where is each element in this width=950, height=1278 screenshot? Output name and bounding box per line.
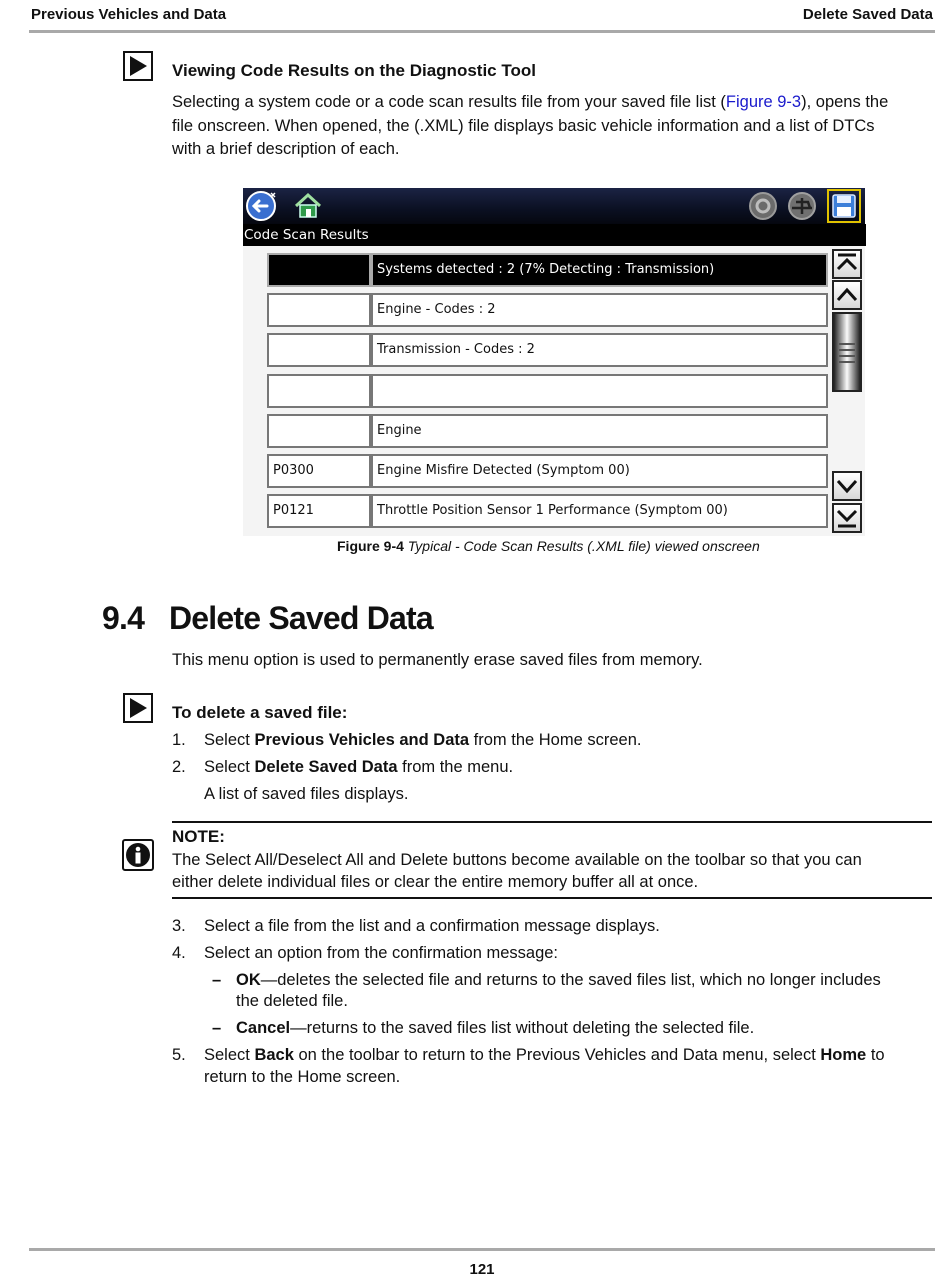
dtc-description-cell: Engine - Codes : 2 (371, 293, 828, 327)
option-name: Cancel (236, 1019, 291, 1037)
para-text: Selecting a system code or a code scan results file from your saved file list ( (172, 93, 726, 111)
step-text: from the menu. (397, 758, 514, 776)
para-text: ), opens the (801, 93, 889, 111)
dtc-code-cell: P0300 (267, 454, 371, 488)
list-item (172, 756, 513, 778)
info-icon (122, 839, 154, 871)
step-result: A list of saved files displays. (204, 785, 409, 803)
section-intro: This menu option is used to permanently erase saved files from memory. (172, 651, 703, 669)
step-text: Select (204, 1046, 255, 1064)
step-number: 1. (172, 731, 186, 749)
section1-paragraph (172, 91, 937, 162)
scrollbar-thumb[interactable] (832, 312, 862, 392)
dash-bullet: – (212, 971, 222, 989)
figure-caption (337, 538, 760, 554)
note-title: NOTE: (172, 827, 225, 846)
option-text: —returns to the saved files list without deleting the selected file. (290, 1019, 755, 1037)
step-text: return to the Home screen. (204, 1068, 401, 1086)
step-text: Select (204, 758, 255, 776)
back-arrow-icon[interactable] (245, 190, 277, 222)
note-text (172, 849, 937, 893)
page-number: 121 (469, 1261, 495, 1278)
dtc-code-cell (267, 414, 371, 448)
dtc-code-cell (267, 253, 371, 287)
step-text: Select (204, 731, 255, 749)
list-item (172, 915, 660, 937)
step-number: 3. (172, 917, 186, 935)
step-bold-text: Previous Vehicles and Data (254, 731, 470, 749)
dtc-description-cell: Systems detected : 2 (7% Detecting : Transmission) (371, 253, 828, 287)
scroll-up-button[interactable] (832, 280, 862, 310)
dtc-code-cell (267, 333, 371, 367)
list-item (172, 942, 558, 964)
option-name: OK (236, 971, 261, 989)
note-line: The Select All/Deselect All and Delete buttons become available on the toolbar so that you can (172, 851, 862, 869)
footer-rule (29, 1248, 935, 1251)
step-text: Select a file from the list and a confirmation message displays. (204, 917, 660, 935)
step-text: from the Home screen. (469, 731, 642, 749)
option-text: —deletes the selected file and returns to the saved files list, which no longer includes (260, 971, 881, 989)
dash-bullet: – (212, 1019, 222, 1037)
dtc-description-cell: Engine (371, 414, 828, 448)
sub-list-item-ok (212, 969, 881, 991)
step-number: 5. (172, 1046, 186, 1064)
settings-icon[interactable] (747, 190, 779, 222)
scroll-top-button[interactable] (832, 249, 862, 279)
step-bold-text: Back (254, 1046, 294, 1064)
running-header-left: Previous Vehicles and Data (31, 6, 227, 23)
vehicle-icon[interactable] (786, 190, 818, 222)
code-scan-results-screenshot (243, 188, 865, 536)
procedure-arrow-icon (123, 693, 153, 723)
step-number: 4. (172, 944, 186, 962)
section-number: 9.4 (102, 600, 145, 636)
running-header-right: Delete Saved Data (802, 6, 933, 23)
sub-list-item-ok-cont: the deleted file. (236, 992, 348, 1010)
dtc-code-cell (267, 374, 371, 408)
para-text: with a brief description of each. (172, 140, 400, 158)
screen-title: Code Scan Results (243, 224, 866, 246)
section-title: Delete Saved Data (169, 600, 433, 636)
tool-toolbar (243, 188, 865, 224)
dtc-code-cell (267, 293, 371, 327)
note-bottom-rule (172, 897, 932, 899)
scroll-down-button[interactable] (832, 471, 862, 501)
para-text: file onscreen. When opened, the (.XML) file displays basic vehicle information and a list of DTCs (172, 116, 875, 135)
list-item (172, 729, 641, 751)
note-line: either delete individual files or clear the entire memory buffer all at once. (172, 873, 699, 891)
dtc-description-cell: Throttle Position Sensor 1 Performance (Symptom 00) (371, 494, 828, 528)
dtc-description-cell: Transmission - Codes : 2 (371, 333, 828, 367)
step-bold-text: Delete Saved Data (254, 758, 398, 776)
section-title-viewing-code-results: Viewing Code Results on the Diagnostic Tool (172, 61, 536, 80)
note-top-rule (172, 821, 932, 823)
list-item (172, 1044, 937, 1088)
step-bold-text: Home (820, 1046, 867, 1064)
save-icon[interactable] (827, 189, 861, 223)
section-heading (102, 600, 433, 637)
figure-label: Figure 9-4 (337, 538, 404, 554)
step-number: 2. (172, 758, 186, 776)
step-text: Select an option from the confirmation message: (204, 944, 559, 962)
dtc-description-cell: Engine Misfire Detected (Symptom 00) (371, 454, 828, 488)
figure-9-3-link[interactable]: Figure 9-3 (725, 93, 802, 111)
step-text: on the toolbar to return to the Previous Vehicles and Data menu, select (293, 1046, 821, 1064)
dtc-description-cell (371, 374, 828, 408)
figure-caption-text: Typical - Code Scan Results (.XML file) viewed onscreen (403, 538, 760, 554)
scroll-bottom-button[interactable] (832, 503, 862, 533)
step-text: to (866, 1046, 885, 1064)
sub-list-item-cancel (212, 1017, 754, 1039)
procedure-arrow-icon (123, 51, 153, 81)
header-rule (29, 30, 935, 33)
home-icon[interactable] (292, 190, 324, 222)
procedure-title: To delete a saved file: (172, 703, 348, 722)
dtc-code-cell: P0121 (267, 494, 371, 528)
